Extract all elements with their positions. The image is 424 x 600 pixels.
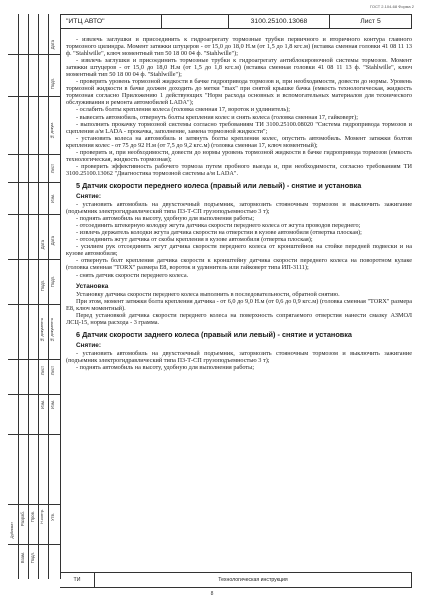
- strip-divider: [8, 214, 60, 215]
- strip-label-original: Подл.: [30, 552, 35, 564]
- strip-divider: [8, 259, 60, 260]
- paragraph: - отвернуть болт крепления датчика скорости к кронштейну датчика скорости переднего колеса на поворотном кулаке (головка сменная "TORX" размера Е8, вороток и удлинитель или гайковерт типа ИП-3111);: [66, 257, 412, 272]
- footer-title: Технологическая инструкция: [218, 577, 288, 583]
- strip-divider: [8, 96, 60, 97]
- section-heading-rear-sensor: 6 Датчик скорости заднего колеса (правый или левый) - снятие и установка: [76, 329, 352, 339]
- paragraph: - поднять автомобиль на высоту, удобную для выполнения работы;: [76, 364, 255, 372]
- strip-label-sheet: Лист: [40, 366, 45, 376]
- strip-label-doc-number: № докум.: [50, 122, 54, 139]
- paragraph: - установить автомобиль на двухстоечный подъемник, затормозить стояночным тормозом и выключить зажигание (подъемник электрогидравлический типа П3-Т-СП грузоподъемностью 3 т);: [66, 349, 412, 364]
- strip-label-change: Изм.: [40, 400, 45, 409]
- strip-label-date: Дата: [50, 236, 55, 246]
- strip-divider: [8, 359, 60, 360]
- sheet-number: Лист 5: [360, 18, 381, 25]
- paragraph: - проверить и, при необходимости, довести до нормы уровень тормозной жидкости в бачке гидропривода тормозов (емкость технологическая, жидкость тормозная);: [66, 148, 412, 163]
- paragraph: - снять датчик скорости переднего колеса.: [76, 271, 189, 279]
- strip-label-date: Дата: [50, 40, 55, 50]
- document-header: [60, 14, 412, 29]
- strip-divider: [8, 504, 60, 505]
- header-empty-cell: [162, 15, 229, 28]
- strip-divider: [8, 394, 60, 395]
- strip-divider: [8, 544, 60, 545]
- strip-divider: [8, 54, 60, 55]
- paragraph: - установить автомобиль на двухстоечный подъемник, затормозить стояночным тормозом и выключить зажигание (подъемник электрогидравлический типа П3-Т-СП грузоподъемностью 3 т);: [66, 201, 412, 216]
- paragraph: - выполнить прокачку тормозной системы согласно требованиям ТИ 3100.25100.08020 "Система гидропривода тормозов и сцепления а/м LADA - прокачка, заполнение, замена тормозной жидкости";: [66, 120, 412, 135]
- section-heading-front-sensor: 5 Датчик скорости переднего колеса (правый или левый) - снятие и установка: [76, 180, 362, 190]
- paragraph: Установку датчика скорости переднего колеса выполнить в последовательности, обратной снятию.: [76, 290, 340, 298]
- strip-label-sign: Подп.: [50, 78, 55, 90]
- paragraph: - проверить уровень тормозной жидкости в бачке гидропривода тормозов и, при необходимости, довести до нормы. Уровень тормозной жидкости в бачке должен доходить до метки "max" при снятой крышке бачка (емкость технологическая, жидкость тормозная согласно Приложению 1 действующих "Норм расхода основных и вспомогательных материалов для технического обслуживания и ремонта автомобилей LADA");: [66, 78, 412, 107]
- paragraph: - проверить эффективность рабочего тормоза путем пробного выезда и, при необходимости, согласно требованиям ТИ 3100.25100.13062 "Диагностика тормозной системы а/м LADA".: [66, 162, 412, 177]
- paragraph: - отсоединить штекерную колодку жгута датчика скорости переднего колеса от жгута проводов переднего;: [76, 222, 361, 230]
- strip-divider: [8, 154, 60, 155]
- strip-divider: [8, 304, 60, 305]
- strip-label-checked: Пров.: [30, 511, 35, 523]
- document-footer: [60, 572, 412, 588]
- stamp-strip: [8, 14, 61, 579]
- strip-label-change: Изм.: [50, 400, 55, 409]
- strip-label-document-number: № документа: [50, 318, 54, 342]
- strip-divider: [8, 182, 60, 183]
- paragraph: - извлечь заглушки и присоединить к гидроагрегату тормозные трубки первичного и вторичного контура главного тормозного цилиндра. Момент затяжки штуцеров - от 15,0 до 18,0 Н.м (от 1,5 до 1,8 кгс.м) (вставка сменная головки 41 08 11 13 ф. "Stahlwille", ключ моментный тип 50 18 00 04 ф. "Stahlwille");: [66, 36, 412, 58]
- footer-code: ТИ: [60, 573, 95, 587]
- strip-label-sheet: Лист: [50, 164, 55, 174]
- paragraph: - ослабить болты крепления колеса (головка сменная 17, вороток и удлинитель);: [76, 106, 291, 114]
- strip-column: [38, 14, 49, 579]
- paragraph: - установить колеса на автомобиль и затянуть болты крепления колес, опустить автомобиль. Момент затяжки болтов крепления колес - от 75 до 92 Н.м (от 7,5 до 9,2 кгс.м) (головка сменная 17, ключ моментный);: [66, 134, 412, 149]
- paragraph: - вывесить автомобиль, отвернуть болты крепления колес и снять колеса (головка сменная 17, гайковерт);: [76, 113, 358, 121]
- gost-form-code: ГОСТ 2.104-68 Форма 2: [369, 4, 414, 9]
- strip-label-duplicate: Дубликат: [10, 522, 14, 539]
- organization-name: "ИТЦ АВТО": [60, 15, 162, 28]
- paragraph: - отсоединить жгут датчика от скобы крепления в кузове автомобиля (отвертка плоская);: [76, 236, 313, 244]
- paragraph: - извлечь держатель колодки жгута датчика скорости на отверстии в кузове автомобиля (отвертка плоская);: [76, 229, 362, 237]
- strip-label-document-number: № документа: [40, 318, 44, 342]
- paragraph: - усилием рук отсоединить жгут датчика скорости переднего колеса от кронштейнов на стойке передней подвески и на кузове автомобиля;: [66, 243, 412, 258]
- paragraph: При этом, момент затяжки болта крепления датчика - от 6,0 до 9,0 Н.м (от 0,6 до 0,9 кгс.м) (головка сменная "TORX" размера Е8, ключ моментный).: [66, 297, 412, 312]
- strip-label-date: Дата: [40, 240, 45, 250]
- strip-label-developed: Разраб.: [20, 511, 25, 527]
- strip-label-sheet: Лист: [50, 366, 55, 376]
- strip-label-sign: Подп.: [40, 280, 45, 292]
- paragraph: Перед установкой датчика скорости переднего колеса на поверхность сопрягаемого отверстия нанести смазку АЗМОЛ ЛСЦ-15, норма расхода - 3 грамма.: [66, 311, 412, 326]
- subheading-removal: Снятие:: [76, 341, 101, 349]
- strip-label-approved: Утв.: [50, 513, 55, 521]
- strip-divider: [8, 434, 60, 435]
- subheading-installation: Установка: [76, 282, 109, 290]
- subheading-removal: Снятие:: [76, 192, 101, 200]
- strip-label-change: Изм.: [50, 194, 55, 203]
- strip-label-norm-control: Н.контр.: [40, 509, 44, 524]
- document-number: 3100.25100.13068: [229, 15, 330, 28]
- paragraph: - поднять автомобиль на высоту, удобную для выполнения работы;: [76, 215, 255, 223]
- strip-label-sign: Подп.: [50, 276, 55, 288]
- strip-label-replaces: Взам.: [20, 552, 25, 564]
- page-number: 8: [210, 591, 214, 597]
- document-body: [66, 36, 412, 568]
- paragraph: - извлечь заглушки и присоединить тормозные трубки к гидроагрегату антиблокировочной системы тормозов. Момент затяжки штуцеров - от 15,0 до 18,0 Н.м (от 1,5 до 1,8 кгс.м) (вставка сменная головки 41 08 11 13 ф. "Stahlwille", ключ моментный тип 50 18 00 04 ф. "Stahlwille");: [66, 57, 412, 79]
